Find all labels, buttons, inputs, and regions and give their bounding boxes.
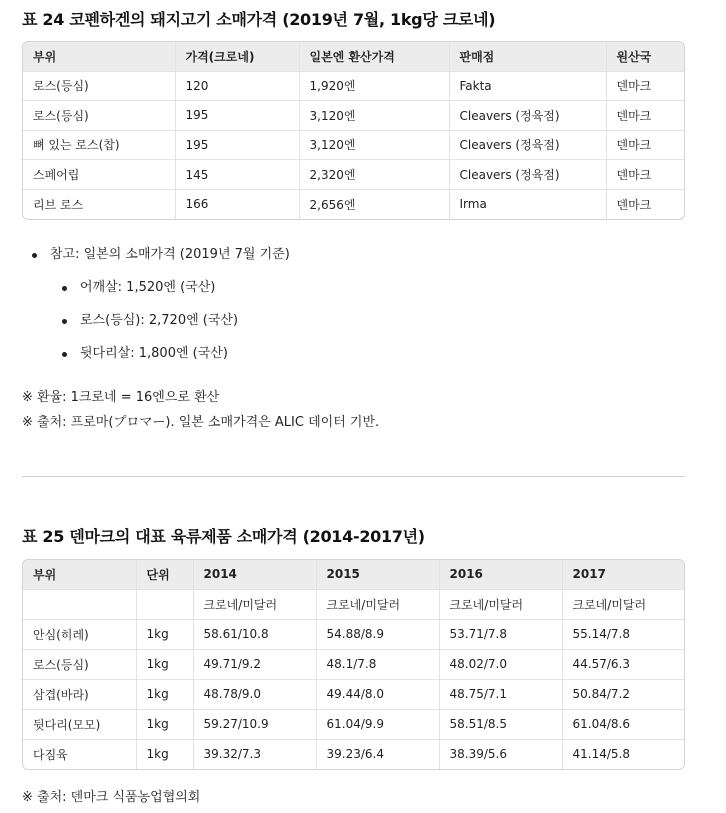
table-cell: 크로네/미달러 bbox=[439, 589, 562, 619]
table-cell: 로스(등심) bbox=[23, 71, 175, 101]
table-cell bbox=[23, 589, 136, 619]
table-cell: 58.61/10.8 bbox=[193, 619, 316, 649]
column-header: 2016 bbox=[439, 560, 562, 589]
reference-item: 로스(등심): 2,720엔 (국산) bbox=[80, 313, 239, 328]
column-header: 2017 bbox=[562, 560, 685, 589]
table-cell: Cleavers (정육점) bbox=[449, 160, 606, 190]
table-cell: 1kg bbox=[136, 739, 193, 769]
list-item bbox=[32, 245, 290, 265]
table-25-title: 표 25 덴마크의 대표 육류제품 소매가격 (2014-2017년) bbox=[22, 527, 425, 546]
table-cell: 48.75/7.1 bbox=[439, 679, 562, 709]
table-cell: 삼겹(바라) bbox=[23, 679, 136, 709]
reference-item: 어깨살: 1,520엔 (국산) bbox=[80, 280, 216, 295]
table-24 bbox=[22, 41, 685, 220]
table-cell: 120 bbox=[175, 71, 299, 101]
table-cell: 48.1/7.8 bbox=[316, 649, 439, 679]
table-cell: 안심(히레) bbox=[23, 619, 136, 649]
table-row bbox=[23, 130, 685, 160]
table-cell: 크로네/미달러 bbox=[316, 589, 439, 619]
bullet-icon bbox=[32, 253, 37, 258]
table-cell: 2,320엔 bbox=[299, 160, 449, 190]
table-cell: 덴마크 bbox=[606, 71, 685, 101]
bullet-icon bbox=[62, 352, 67, 357]
table-row bbox=[23, 160, 685, 190]
table-row bbox=[23, 679, 685, 709]
table-cell: 크로네/미달러 bbox=[562, 589, 685, 619]
table-row bbox=[23, 619, 685, 649]
table-cell: 스페어립 bbox=[23, 160, 175, 190]
column-header: 단위 bbox=[136, 560, 193, 589]
list-item bbox=[32, 344, 290, 364]
table-cell: 크로네/미달러 bbox=[193, 589, 316, 619]
table-cell: 59.27/10.9 bbox=[193, 709, 316, 739]
column-header: 2014 bbox=[193, 560, 316, 589]
bullet-icon bbox=[62, 286, 67, 291]
table-row bbox=[23, 709, 685, 739]
column-header: 일본엔 환산가격 bbox=[299, 42, 449, 71]
reference-main: 참고: 일본의 소매가격 (2019년 7월 기준) bbox=[50, 247, 290, 262]
list-item bbox=[32, 278, 290, 298]
column-header: 원산국 bbox=[606, 42, 685, 71]
column-header: 2015 bbox=[316, 560, 439, 589]
table-cell: 로스(등심) bbox=[23, 649, 136, 679]
table-cell: 2,656엔 bbox=[299, 189, 449, 219]
table-cell: 53.71/7.8 bbox=[439, 619, 562, 649]
table-cell: 48.78/9.0 bbox=[193, 679, 316, 709]
table-header-row bbox=[23, 560, 685, 589]
table-cell: 1kg bbox=[136, 649, 193, 679]
table-cell: 44.57/6.3 bbox=[562, 649, 685, 679]
table-row bbox=[23, 101, 685, 131]
table-cell: 덴마크 bbox=[606, 130, 685, 160]
table-cell: Cleavers (정육점) bbox=[449, 130, 606, 160]
table-cell: 58.51/8.5 bbox=[439, 709, 562, 739]
table-cell: 뒷다리(모모) bbox=[23, 709, 136, 739]
table-cell: 54.88/8.9 bbox=[316, 619, 439, 649]
table-cell: 41.14/5.8 bbox=[572, 747, 630, 762]
table-header-row bbox=[23, 42, 685, 71]
table-cell: 1kg bbox=[136, 619, 193, 649]
table-cell: 195 bbox=[175, 130, 299, 160]
table-cell: 49.44/8.0 bbox=[316, 679, 439, 709]
table-cell: 다짐육 bbox=[23, 739, 136, 769]
table-cell: 1,920엔 bbox=[299, 71, 449, 101]
table-cell: Cleavers (정육점) bbox=[449, 101, 606, 131]
table-cell: 61.04/8.6 bbox=[562, 709, 685, 739]
table-cell: 49.71/9.2 bbox=[193, 649, 316, 679]
table-cell: 39.23/6.4 bbox=[316, 739, 439, 769]
table-cell: 1kg bbox=[136, 709, 193, 739]
reference-item: 뒷다리살: 1,800엔 (국산) bbox=[80, 346, 228, 361]
divider bbox=[22, 476, 685, 477]
table-24-title: 표 24 코펜하겐의 돼지고기 소매가격 (2019년 7월, 1kg당 크로네) bbox=[22, 10, 496, 29]
table-cell: 55.14/7.8 bbox=[562, 619, 685, 649]
table-25 bbox=[22, 559, 685, 770]
table-cell: 39.32/7.3 bbox=[193, 739, 316, 769]
table-row bbox=[23, 189, 685, 219]
bullet-icon bbox=[62, 319, 67, 324]
table-cell bbox=[136, 589, 193, 619]
column-header: 가격(크로네) bbox=[175, 42, 299, 71]
table-row bbox=[23, 649, 685, 679]
column-header: 부위 bbox=[23, 560, 136, 589]
table-cell: 61.04/9.9 bbox=[316, 709, 439, 739]
table-cell: 3,120엔 bbox=[299, 130, 449, 160]
table-cell: 뼈 있는 로스(찹) bbox=[23, 130, 175, 160]
table-row bbox=[23, 71, 685, 101]
reference-list bbox=[32, 245, 290, 364]
column-header: 부위 bbox=[23, 42, 175, 71]
exchange-rate-note: ※ 환율: 1크로네 = 16엔으로 환산 bbox=[22, 390, 220, 405]
table-row bbox=[23, 739, 685, 769]
table-cell: 50.84/7.2 bbox=[562, 679, 685, 709]
table-cell: 로스(등심) bbox=[23, 101, 175, 131]
table-cell: 195 bbox=[175, 101, 299, 131]
table-cell: 48.02/7.0 bbox=[439, 649, 562, 679]
table-cell: 3,120엔 bbox=[299, 101, 449, 131]
list-item bbox=[32, 311, 290, 331]
table-cell: 덴마크 bbox=[606, 101, 685, 131]
table-cell: 리브 로스 bbox=[23, 189, 175, 219]
table-cell: 덴마크 bbox=[606, 160, 685, 190]
table-cell: 38.39/5.6 bbox=[439, 739, 562, 769]
table-cell: 166 bbox=[175, 189, 299, 219]
table-cell: Irma bbox=[449, 189, 606, 219]
source-note: ※ 출처: 프로마(プロマー). 일본 소매가격은 ALIC 데이터 기반. bbox=[22, 415, 380, 430]
unit-row bbox=[23, 589, 685, 619]
table-cell: 1kg bbox=[136, 679, 193, 709]
table-cell: 145 bbox=[175, 160, 299, 190]
table-cell: Fakta bbox=[449, 71, 606, 101]
source-note: ※ 출처: 덴마크 식품농업협의회 bbox=[22, 790, 201, 805]
column-header: 판매점 bbox=[449, 42, 606, 71]
table-cell: 덴마크 bbox=[616, 197, 652, 212]
